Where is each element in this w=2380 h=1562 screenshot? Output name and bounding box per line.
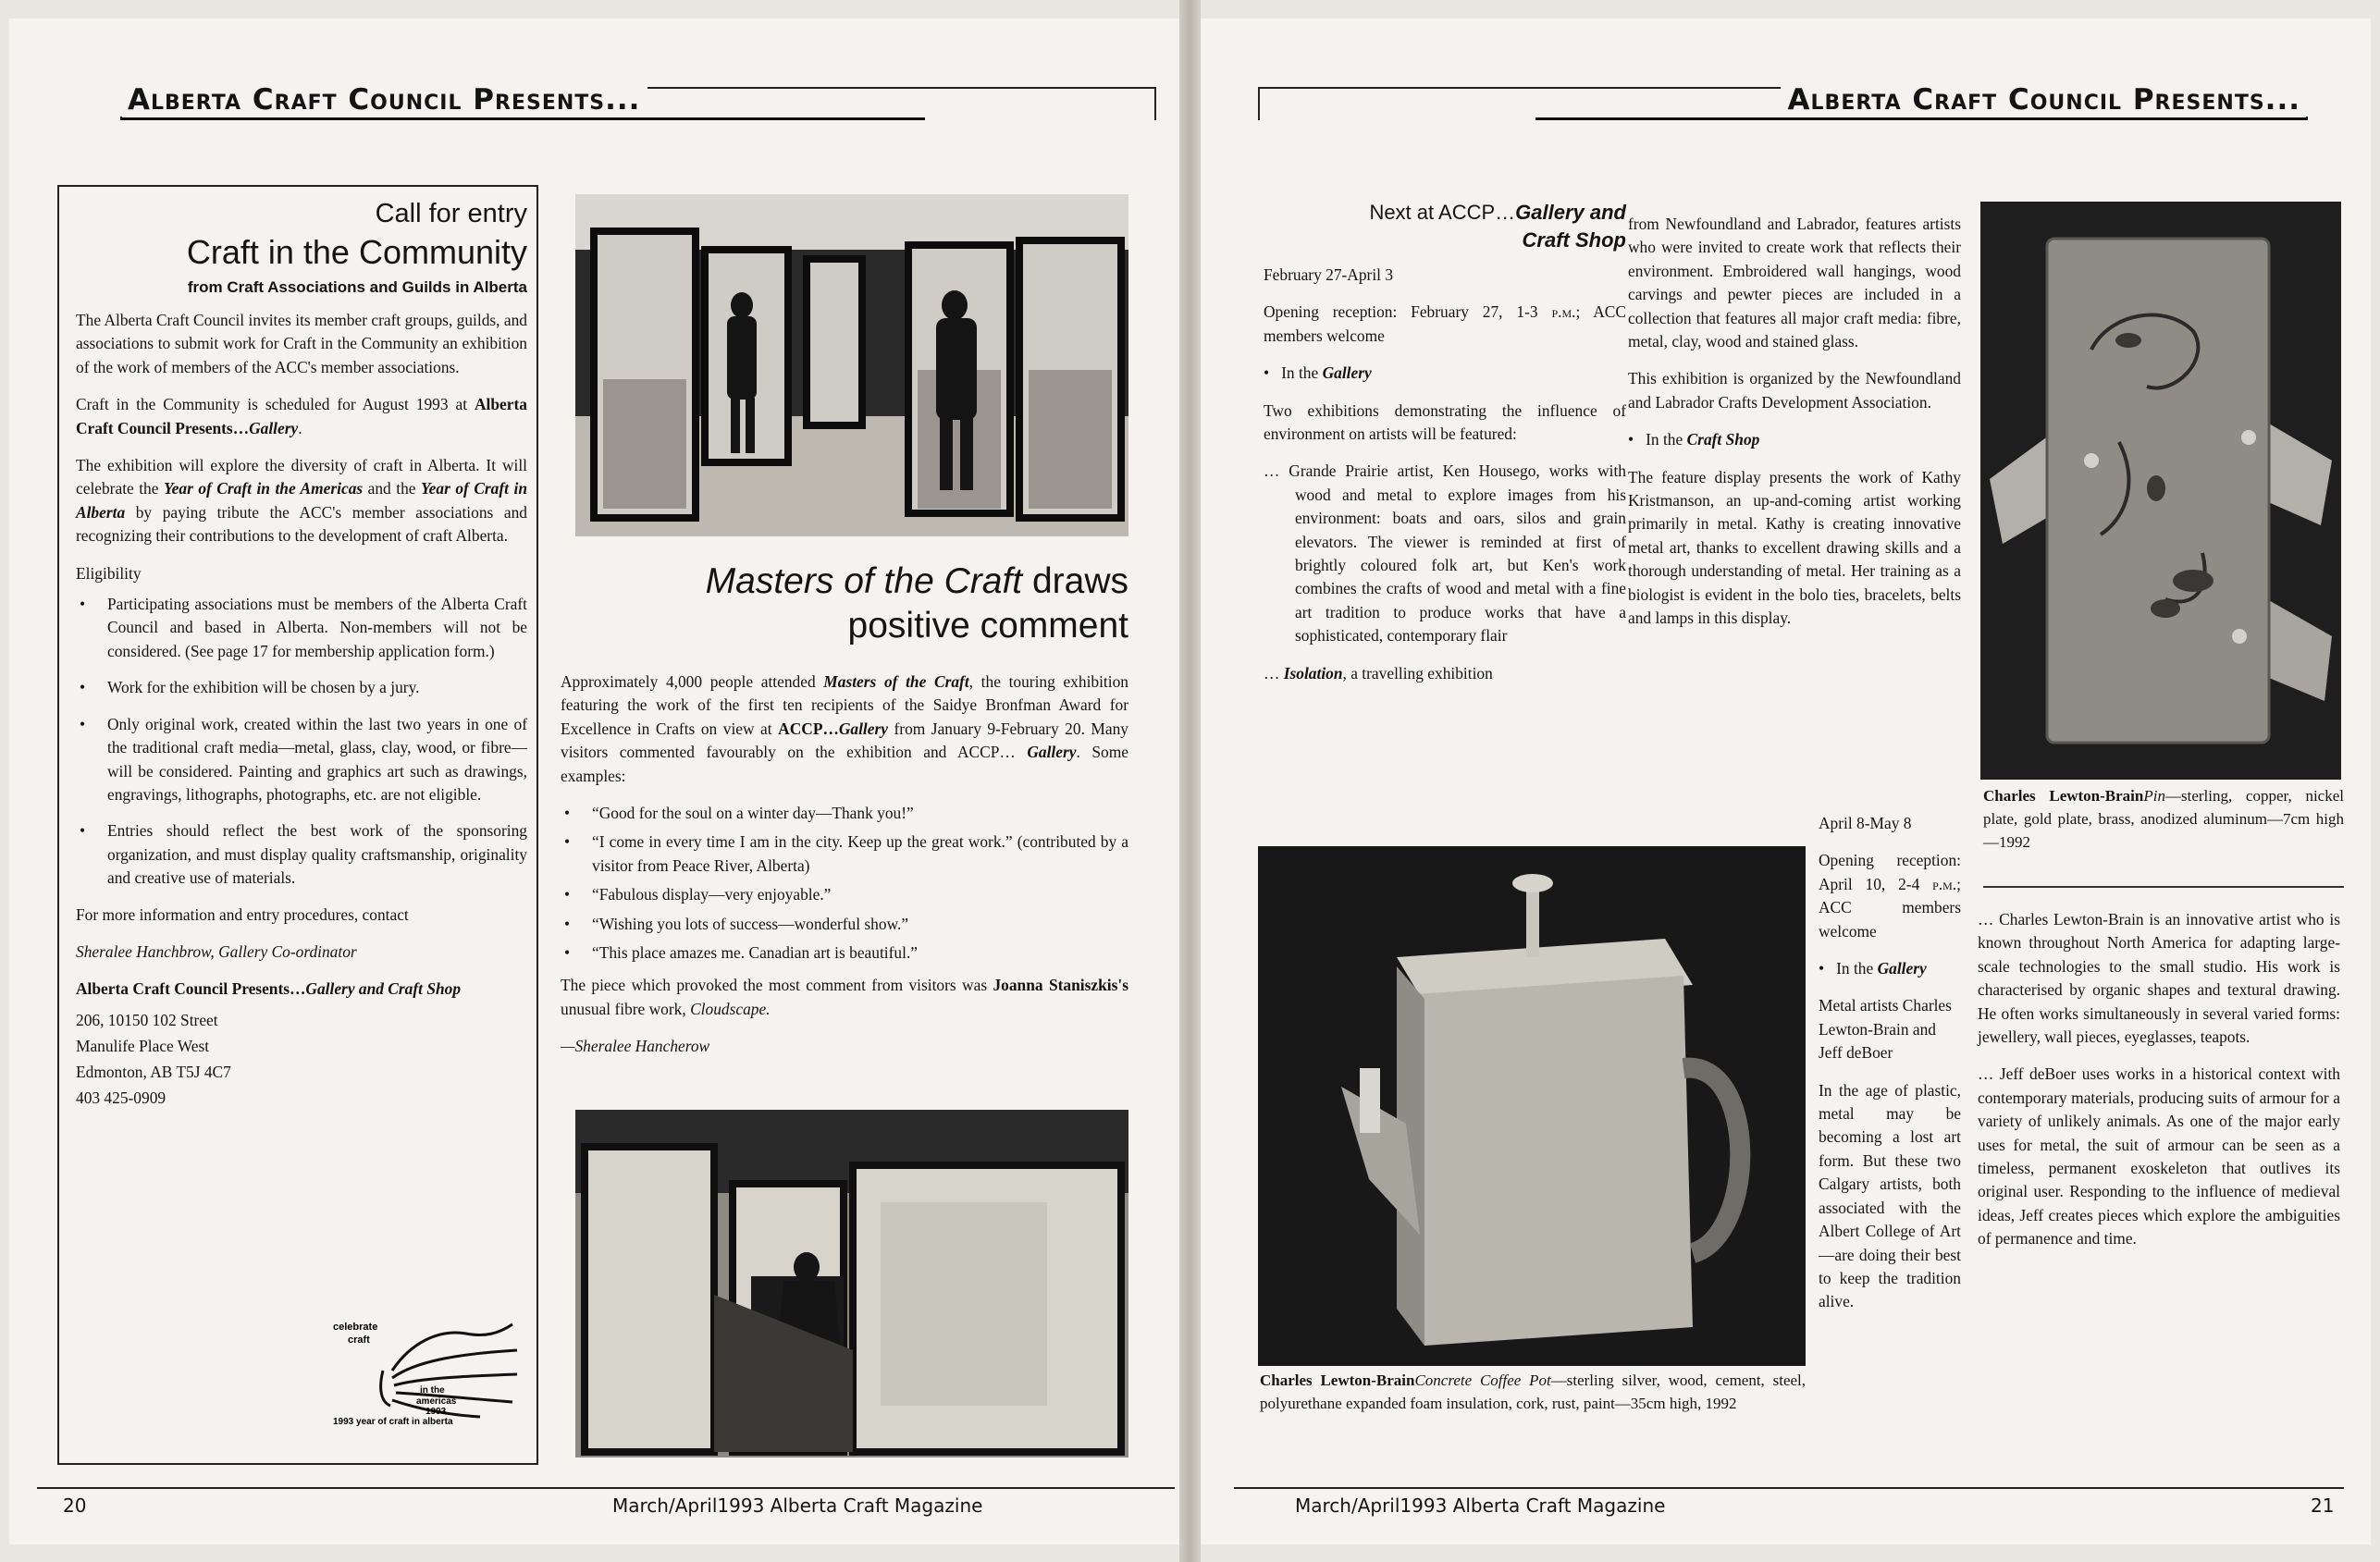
address-line: Manulife Place West [76,1036,210,1055]
age-of-plastic: In the age of plastic, metal may be becoming a lost art form. But these two Calgary artists, both associated with the Albert College of Art—are doing their best to keep the tradition alive. [1819,1080,1961,1311]
next-at-heading: Next at ACCP…Gallery and Craft Shop [1369,201,1626,252]
reception-first: Opening reception: February 27, 1-3 p.m.; ACC members welcome [1264,302,1626,345]
next-column-1 [1264,264,1626,699]
address-line: 206, 10150 102 Street [76,1010,218,1029]
header-title: Alberta Craft Council Presents... [120,83,647,117]
header-title: Alberta Craft Council Presents... [1781,83,2308,117]
call-intro: The Alberta Craft Council invites its member craft groups, guilds, and associations to submit work for Craft in the Community an exhibition of the work of members of the ACC's member associations. [76,311,527,376]
right-page-number: 21 [2311,1494,2335,1517]
page-gutter [1179,0,1201,1562]
gallery-photo-top [575,194,1128,536]
eligibility-item: • Participating associations must be members of the Alberta Craft Council and based in Alberta. Non-members will not be considered. (See page 17 for membership application form.) [76,593,527,663]
eligibility-item: • Entries should reflect the best work of the sponsoring organization, and must display quality craftsmanship, originality and creative use of materials. [76,819,527,890]
right-header [1258,67,2308,120]
hand-logo-icon [327,1306,522,1426]
eligibility-item: • Work for the exhibition will be chosen by a jury. [76,676,527,699]
pin-image [1980,202,2341,780]
right-footer-rule [1234,1487,2344,1489]
header-underline [1535,117,2308,120]
logo-text: celebrate [333,1322,378,1333]
contact-name: Sheralee Hanchbrow, Gallery Co-ordinator [76,941,357,961]
quote-item: • “Wishing you lots of success—wonderful show.” [561,913,1128,936]
grande-prairie-text: … Grande Prairie artist, Ken Housego, works with wood and metal to explore images from his environment: boats and oars, silos and grain elevators. The viewer is reminded at first of brightly coloured folk art, but Ken's work combines the crafts of wood and metal with a fine art tradition to produce works that have a sophisticated, contemporary flair [1264,461,1626,646]
next-column-2 [1628,213,1961,645]
charles-lewton-brain-text: … Charles Lewton-Brain is an innovative artist who is known throughout North America for adapting large-scale technologies to the small studio. His work is characterised by organic shapes and textural drawing. He often works simultaneously in several varied forms: jewellery, wall pieces, eyeglasses, teapots. [1978,910,2340,1047]
in-the-gallery-2: • In the Gallery [1819,959,1927,978]
eligibility-label: Eligibility [76,563,142,583]
visitor-quotes [561,802,1128,965]
left-page-number: 20 [63,1494,87,1517]
masters-conclusion: The piece which provoked the most comment from visitors was Joanna Staniszkis's unusual fibre work, Cloudscape. [561,976,1128,1018]
contact-intro: For more information and entry procedures, contact [76,904,409,924]
visitor-scene-image [575,1110,1128,1457]
logo-text: americas [416,1396,457,1407]
eligibility-item: • Only original work, created within the last two years in one of the traditional craft media—metal, glass, clay, wood, or fibre—will be considered. Painting and graphics art such as drawings, engravings, lithographs, photographs, etc. are not eligible. [76,713,527,807]
pin-photo [1980,202,2341,780]
masters-intro: Approximately 4,000 people attended Masters of the Craft, the touring exhibition featuring the work of the first ten recipients of the Saidye Bronfman Award for Excellence in Crafts on view at ACCP…Gallery from January 9-February 20. Many visitors commented favourably on the exhibition and ACCP… Gallery. Some examples: [561,672,1129,785]
left-header [120,67,1156,120]
next-column-2-narrow [1819,812,1961,1328]
logo-text: craft [348,1334,370,1346]
call-diversity: The exhibition will explore the diversity of craft in Alberta. It will celebrate the Year of Craft in the Americas and the Year of Craft in Alberta by paying tribute the ACC's member associations and recognizing their contributions to the development of craft Alberta. [76,456,527,546]
column-3-rule [1983,886,2344,888]
reception-second: Opening reception: April 10, 2-4 p.m.; ACC members welcome [1819,851,1961,941]
left-footer-rule [37,1487,1175,1489]
quote-item: • “Good for the soul on a winter day—Thank you!” [561,802,1128,825]
metal-artists: Metal artists Charles Lewton-Brain and Jeff deBoer [1819,996,1952,1063]
address-line: 403 425-0909 [76,1088,166,1107]
address-line: Edmonton, AB T5J 4C7 [76,1062,231,1081]
jeff-deboer-text: … Jeff deBoer uses works in a historical context with contemporary materials, producing suits of armour for a variety of unlikely animals. As one of the major early uses for metal, the suit of armour can be seen as a timeless, permanent exoskeleton that outlives its original user. Responding to the influence of medieval ideas, Jeff creates pieces which explore the ambiguities of permanence and time. [1978,1064,2340,1248]
logo-text: in the [420,1385,445,1396]
address-block [76,1007,527,1111]
quote-item: • “Fabulous display—very enjoyable.” [561,883,1128,906]
eligibility-list [76,593,527,890]
in-the-craft-shop: • In the Craft Shop [1628,430,1760,449]
right-page [1201,18,2371,1544]
artists-column-3 [1978,908,2340,1265]
dates-first: February 27-April 3 [1264,265,1394,284]
coffee-pot-photo [1258,846,1806,1366]
masters-signature: —Sheralee Hancherow [561,1037,710,1056]
isolation-text: … Isolation, a travelling exhibition [1264,663,1493,683]
kathy-kristmanson-text: The feature display presents the work of Kathy Kristmanson, an up-and-coming artist working primarily in metal. Kathy is creating innovative metal art, thanks to excellent drawing skills and a thorough understanding of metal. Her training as a biologist is evident in the bolo ties, bracelets, belts and lamps in this display. [1628,467,1961,628]
org-name: Alberta Craft Council Presents…Gallery and Craft Shop [76,979,462,999]
coffee-pot-image [1258,846,1806,1366]
gallery-scene-image [575,194,1128,536]
call-for-entry-box [57,185,538,1465]
logo-text: 1993 [425,1407,447,1417]
dates-second: April 8-May 8 [1819,814,1912,832]
masters-article [561,670,1128,1073]
organized-by: This exhibition is organized by the Newfoundland and Labrador Crafts Development Association. [1628,369,1961,412]
header-underline [120,117,925,120]
masters-headline: Masters of the Craft draws positive comment [705,561,1128,646]
gallery-photo-bottom [575,1110,1128,1457]
left-page [9,18,1179,1544]
quote-item: • “This place amazes me. Canadian art is beautiful.” [561,941,1128,965]
two-exhibitions: Two exhibitions demonstrating the influence of environment on artists will be featured: [1264,400,1626,444]
call-schedule: Craft in the Community is scheduled for August 1993 at Alberta Craft Council Presents…Gallery. [76,395,527,437]
right-footer-magazine: March/April1993 Alberta Craft Magazine [1295,1494,1666,1517]
pin-caption: Charles Lewton-BrainPin—sterling, copper, nickel plate, gold plate, brass, anodized aluminum—7cm high—1992 [1983,787,2344,851]
logo-text: 1993 year of craft in alberta [333,1417,453,1426]
in-the-gallery-1: • In the Gallery [1264,363,1372,383]
call-subtitle: from Craft Associations and Guilds in Alberta [187,278,527,296]
isolation-continued: from Newfoundland and Labrador, features artists who were invited to create work that reflects their environment. Embroidered wall hangings, wood carvings and pewter pieces are included in a collection that features all major craft media: fibre, metal, clay, wood and stained glass. [1628,215,1961,351]
quote-item: • “I come in every time I am in the city. Keep up the great work.” (contributed by a visitor from Peace River, Alberta) [561,830,1128,878]
celebrate-craft-logo [327,1306,522,1426]
call-title: Craft in the Community [186,233,527,271]
coffee-pot-caption: Charles Lewton-BrainConcrete Coffee Pot—sterling silver, wood, cement, steel, polyurethane expanded foam insulation, cork, rust, paint—35cm high, 1992 [1260,1371,1807,1412]
left-footer-magazine: March/April1993 Alberta Craft Magazine [612,1494,983,1517]
call-kicker: Call for entry [375,199,527,228]
